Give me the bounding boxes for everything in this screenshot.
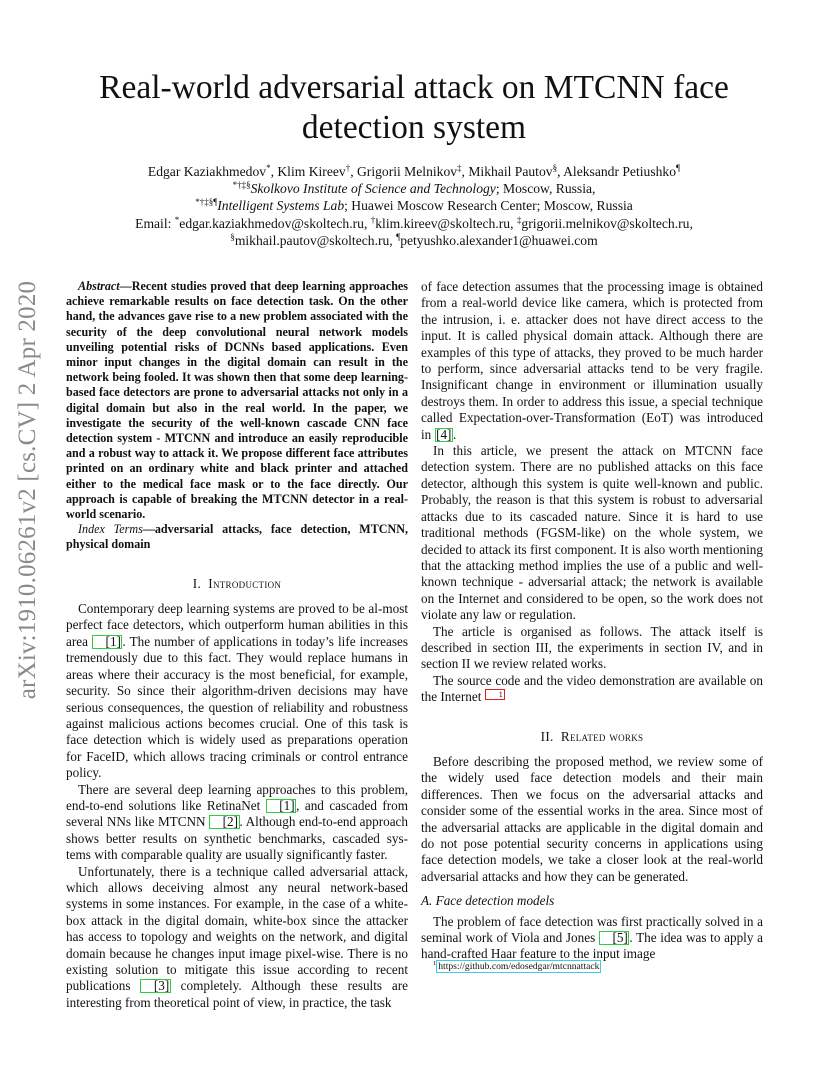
arxiv-stamp: [8, 280, 48, 700]
author-mark: §: [552, 163, 558, 173]
affiliation-2: *†‡§¶Intelligent Systems Lab; Huawei Moscow Research Center; Moscow, Russia: [195, 197, 633, 214]
citation-link[interactable]: [5]: [599, 931, 629, 945]
institution: Intelligent Systems Lab: [217, 198, 345, 214]
email-address: edgar.kaziakhmedov@skoltech.ru,: [179, 215, 368, 231]
citation-link[interactable]: [1]: [92, 635, 122, 649]
email-address: grigorii.melnikov@skoltech.ru,: [521, 215, 693, 231]
section-heading-related-works: II. Related works: [540, 728, 644, 744]
email-address: klim.kireev@skoltech.ru,: [375, 215, 514, 231]
right-column: [421, 279, 763, 963]
citation-link[interactable]: [1]: [266, 799, 296, 813]
paragraph: The problem of face detection was first practically solved in a seminal work of Viola and Jones [5] . The idea was to apply a hand-crafted Haar feature to the input image: [421, 913, 763, 962]
footnote-url-link[interactable]: https://github.com/edosedgar/mtcnnattack: [438, 961, 600, 972]
institution: Skolkovo Institute of Science and Technology: [250, 181, 496, 197]
subsection-heading: A. Face detection models: [421, 893, 555, 909]
paragraph: Before describing the proposed method, we review some of the widely used face detection models and their main differences. Then we focus on the adversarial attacks and consider some of the essential works in the area. Since most of the adversarial attacks are applicable in the digital domain and do not pose potential security concerns in applications using face detection models, we take a closer look at the real-world adversarial attacks and how they can be generated.: [421, 753, 763, 884]
section-heading-introduction: I. Introduction: [192, 575, 282, 591]
email-address: mikhail.pautov@skoltech.ru,: [234, 232, 393, 248]
author-mark: ¶: [676, 163, 681, 173]
citation-link[interactable]: [3]: [140, 979, 170, 993]
paragraph: There are several deep learning approaches to this problem, end-to-end solutions like RetinaNet [1] , and cascaded from several NNs like MTCNN [2] . Although end-to-end approach shows better results on synthetic benchmarks, cascaded sys-tems with comparable quality are usually significantly faster.: [66, 781, 409, 863]
abstract: Abstract—Recent studies proved that deep learning approaches achieve remarkable results on face detection task. On the other hand, the advances gave rise to a new problem associated with the security of the deep convolutional neural network models unveiling potential risks of DCNNs based applications. Even minor input changes in the digital domain can result in the network being fooled. It was shown then that some deep learning-based face detectors are prone to adversarial attacks not only in a digital domain but also in the real world. In the paper, we investigate the security of the well-known cascade CNN face detection system - MTCNN and introduce an easily reproducible and a robust way to attack it. We propose different face attributes printed on an ordinary white and black printer and attached either to the medical face mask or to the face directly. Our approach is capable of breaking the MTCNN detector in a real-world scenario.: [66, 279, 408, 522]
title-line-2: detection system: [301, 109, 527, 146]
author-name: Klim Kireev: [277, 164, 346, 179]
paragraph: of face detection assumes that the processing image is obtained from a real-world device like camera, which is protected from the intrusion, i. e. attacker does not have direct access to the input. It is called physical domain attack. Although there are examples of this type of attacks, they proved to be much harder to perform, since adversarial attacks tend to be very fragile. Insignificant change in environment or illumination usually destroys them. In order to address this issue, a special technique called Expectation-over-Transformation (EoT) was introduced in [4] .: [421, 279, 763, 442]
paragraph: Unfortunately, there is a technique called adversarial attack, which allows deceiving almost any neural network-based systems in some instances. For example, in the case of a white-box attack in the digital domain, white-box since the attacker has access to topology and weights on the network, and digital domain because he changes input image pixel-wise. There is no existing solution to mitigate this issue according to recent publications [3] completely. Although these results are interesting from theoretical point of view, in practice, the task: [66, 863, 409, 1010]
footnote: [433, 958, 601, 973]
author-name: Edgar Kaziakhmedov: [147, 164, 267, 179]
paragraph: The source code and the video demonstration are available on the Internet 1: [421, 672, 763, 705]
arxiv-identifier: arXiv:1910.06261v2 [cs.CV] 2 Apr 2020: [14, 280, 41, 700]
title-line-1: Real-world adversarial attack on MTCNN face: [99, 69, 729, 106]
email-label: Email:: [135, 215, 172, 231]
author-block: [80, 163, 748, 249]
index-terms: Index Terms—adversarial attacks, face detection, MTCNN, physical domain: [66, 522, 408, 552]
abstract-text: Recent studies proved that deep learning approaches achieve remarkable results on face detection task. On the other hand, the advances gave rise to a new problem associated with the security of the deep convolutional neural network models unveiling potential risks of DCNNs based applications. Even minor input changes in the digital domain can result in the network being fooled. It was shown then that some deep learning-based face detectors are prone to adversarial attacks not only in a digital domain but also in the real world. In the paper, we investigate the security of the well-known cascade CNN face detection system - MTCNN and introduce an easily reproducible and a robust way to attack it. We propose different face attributes printed on an ordinary white and black printer and attached either to the medical face mask or to the face directly. Our approach is capable of breaking the MTCNN detector in a real-world scenario.: [66, 279, 408, 522]
left-column: [66, 279, 408, 1011]
email-address: petyushko.alexander1@huawei.com: [400, 232, 598, 248]
email-line-2: §mikhail.pautov@skoltech.ru, ¶petyushko.alexander1@huawei.com: [230, 231, 598, 248]
footnote-ref-link[interactable]: 1: [485, 689, 505, 700]
author-mark: †: [345, 163, 351, 173]
paper-title: [80, 68, 748, 148]
author-name: Aleksandr Petiushko: [563, 164, 677, 179]
index-terms-text: adversarial attacks, face detection, MTCNN, physical domain: [66, 522, 408, 552]
author-mark: *: [266, 163, 271, 173]
author-name: Grigorii Melnikov: [356, 164, 458, 179]
author-name: Mikhail Pautov: [468, 164, 553, 179]
paragraph: The article is organised as follows. The attack itself is described in section III, the experiments in section IV, and in section II we review related works.: [421, 623, 763, 672]
footnote-mark: 1: [433, 960, 437, 967]
citation-link[interactable]: [4]: [436, 426, 452, 442]
paragraph: Contemporary deep learning systems are proved to be al-most perfect face detectors, which outperform human abilities in this area [1] . The number of applications in today’s life increases tremendously due to this fact. They would replace humans in areas where their accuracy is the most beneficial, for example, security. So since their algorithm-driven decisions may have serious consequences, the question of reliability and robustness against malicious actions becomes crucial. One of this task is face detection which is widely used as preparations operation for FaceID, which allows tracing criminals or control entrance policy.: [66, 601, 408, 781]
email-line-1: Email: *edgar.kaziakhmedov@skoltech.ru, †klim.kireev@skoltech.ru, ‡grigorii.melnikov@skoltech.ru,: [135, 214, 693, 231]
index-terms-label: Index Terms: [78, 522, 143, 537]
paragraph: In this article, we present the attack on MTCNN face detection system. There are no published attacks on this face detector, although this system is quite well-known and public. Probably, the reason is that this system is robust to adversarial attacks due to its cascaded nature. Since it is hard to use traditional methods (FGSM-like) on the whole system, we decided to attack its first component. It is also worth mentioning that the attacking method implies the use of a public and well-known technique - adversarial attack; the network is available on the Internet and considered to be open, so the work does not violate any law or regulation.: [421, 443, 763, 623]
author-mark: ‡: [457, 163, 462, 173]
author-list: Edgar Kaziakhmedov*, Klim Kireev†, Grigorii Melnikov‡, Mikhail Pautov§, Aleksandr Petiushko¶: [147, 163, 681, 179]
affiliation-1: *†‡§Skolkovo Institute of Science and Technology; Moscow, Russia,: [232, 180, 596, 197]
abstract-label: Abstract: [78, 279, 120, 293]
citation-link[interactable]: [2]: [209, 815, 239, 829]
